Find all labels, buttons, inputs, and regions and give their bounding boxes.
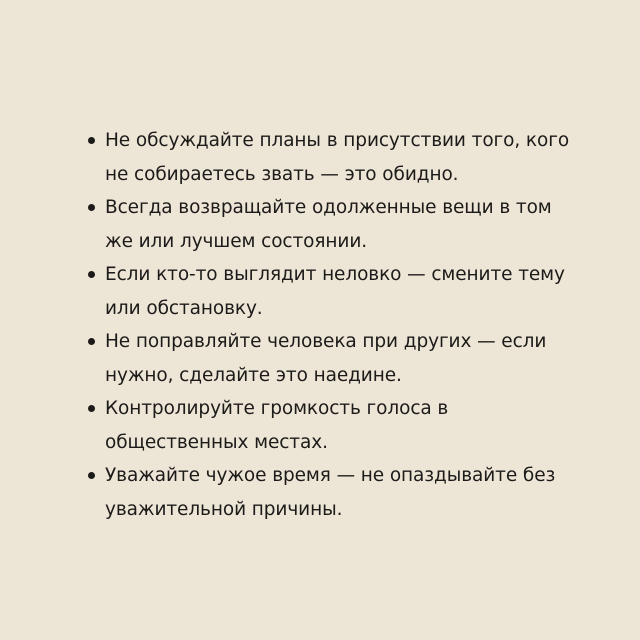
rules-card: [88, 124, 578, 526]
rules-list: [88, 124, 578, 526]
bullet-dot-icon: [88, 271, 95, 278]
bullet-dot-icon: [88, 405, 95, 412]
rule-text: Не поправляйте человека при других — если нужно, сделайте это наедине.: [105, 331, 547, 386]
rule-text: Всегда возвращайте одолженные вещи в том же или лучшем состоянии.: [105, 197, 552, 252]
bullet-dot-icon: [88, 338, 95, 345]
rule-text: Не обсуждайте планы в присутствии того, кого не собираетесь звать — это обидно.: [105, 130, 570, 185]
list-item: [88, 258, 578, 325]
bullet-dot-icon: [88, 204, 95, 211]
list-item: [88, 325, 578, 392]
rule-text: Если кто-то выглядит неловко — смените тему или обстановку.: [105, 264, 565, 319]
rule-text: Уважайте чужое время — не опаздывайте без уважительной причины.: [105, 465, 556, 520]
bullet-dot-icon: [88, 137, 95, 144]
list-item: [88, 191, 578, 258]
bullet-dot-icon: [88, 472, 95, 479]
rule-text: Контролируйте громкость голоса в общественных местах.: [105, 398, 449, 453]
list-item: [88, 459, 578, 526]
list-item: [88, 392, 578, 459]
list-item: [88, 124, 578, 191]
